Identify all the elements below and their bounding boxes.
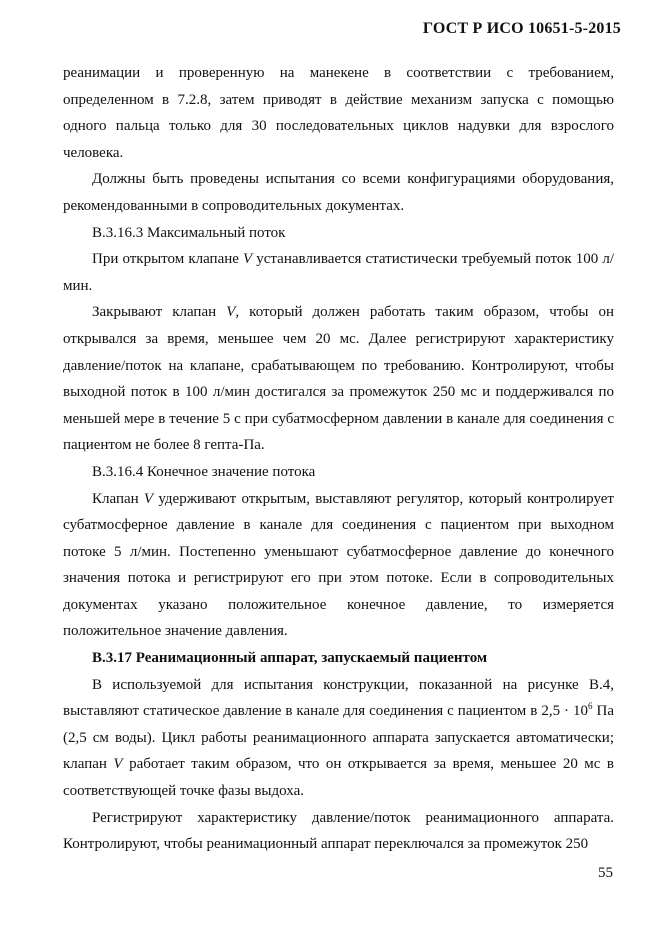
- variable-v: V: [143, 490, 154, 507]
- document-code-header: ГОСТ Р ИСО 10651-5-2015: [422, 20, 621, 37]
- paragraph-register-characteristic: Регистрируют характеристику давление/поток реанимационного аппарата. Контролируют, чтобы реанимационный аппарат переключался за промежуток 250: [63, 809, 614, 853]
- paragraph-valve-held-open: Клапан V удерживают открытым, выставляют регулятор, который контролирует субатмосферное давление в канале для соединения с пациентом при выходном потоке 5 л/мин. Постепенно уменьшают субатмосферное давление до конечного значения потока и регистрируют его при этом потоке. Если в сопроводительных документах указано положительное конечное давление, то измеряется положительное значение давления.: [63, 490, 614, 640]
- variable-v: V: [113, 756, 123, 773]
- paragraph-continuation: реанимации и проверенную на манекене в соответствии с требованием, определенном в 7.2.8, затем приводят в действие механизм запуска с помощью одного пальца только для 30 последовательных циклов надувки для взрослого человека.: [63, 65, 614, 161]
- paragraph-open-valve: При открытом клапане V устанавливается статистически требуемый поток 100 л/мин.: [63, 251, 615, 294]
- paragraph-configurations: Должны быть проведены испытания со всеми конфигурациями оборудования, рекомендованными в сопроводительных документах.: [63, 171, 614, 214]
- variable-v: V: [226, 304, 236, 321]
- section-heading-max-flow: В.3.16.3 Максимальный поток: [92, 224, 286, 241]
- section-heading-patient-triggered: В.3.17 Реанимационный аппарат, запускаемый пациентом: [92, 650, 488, 667]
- page-number: 55: [598, 865, 613, 881]
- variable-v: V: [243, 251, 253, 268]
- exponent: 6: [588, 701, 593, 712]
- section-heading-final-flow: В.3.16.4 Конечное значение потока: [92, 463, 316, 480]
- paragraph-close-valve: Закрывают клапан V, который должен работать таким образом, чтобы он открывался за время, меньшее чем 20 мс. Далее регистрируют характеристику давление/поток на клапане, срабатывающем по требованию. Контролируют, чтобы выходной поток в 100 л/мин достигался за промежуток 250 мс и поддерживался по меньшей мере в течение 5 с при субатмосферном давлении в канале для соединения с пациентом не более 8 гепта-Па.: [63, 304, 614, 454]
- paragraph-test-setup: В используемой для испытания конструкции, показанной на рисунке В.4, выставляют статическое давление в канале для соединения с пациентом в $2,5 \cdot 10^6$ Па (2,5 см воды). Цикл работы реанимационного аппарата запускается автоматически; клапан V работает таким образом, что он открывается за время, меньшее 20 мс в соответствующей точке фазы выдоха.: [63, 676, 614, 800]
- document-body: [63, 60, 614, 858]
